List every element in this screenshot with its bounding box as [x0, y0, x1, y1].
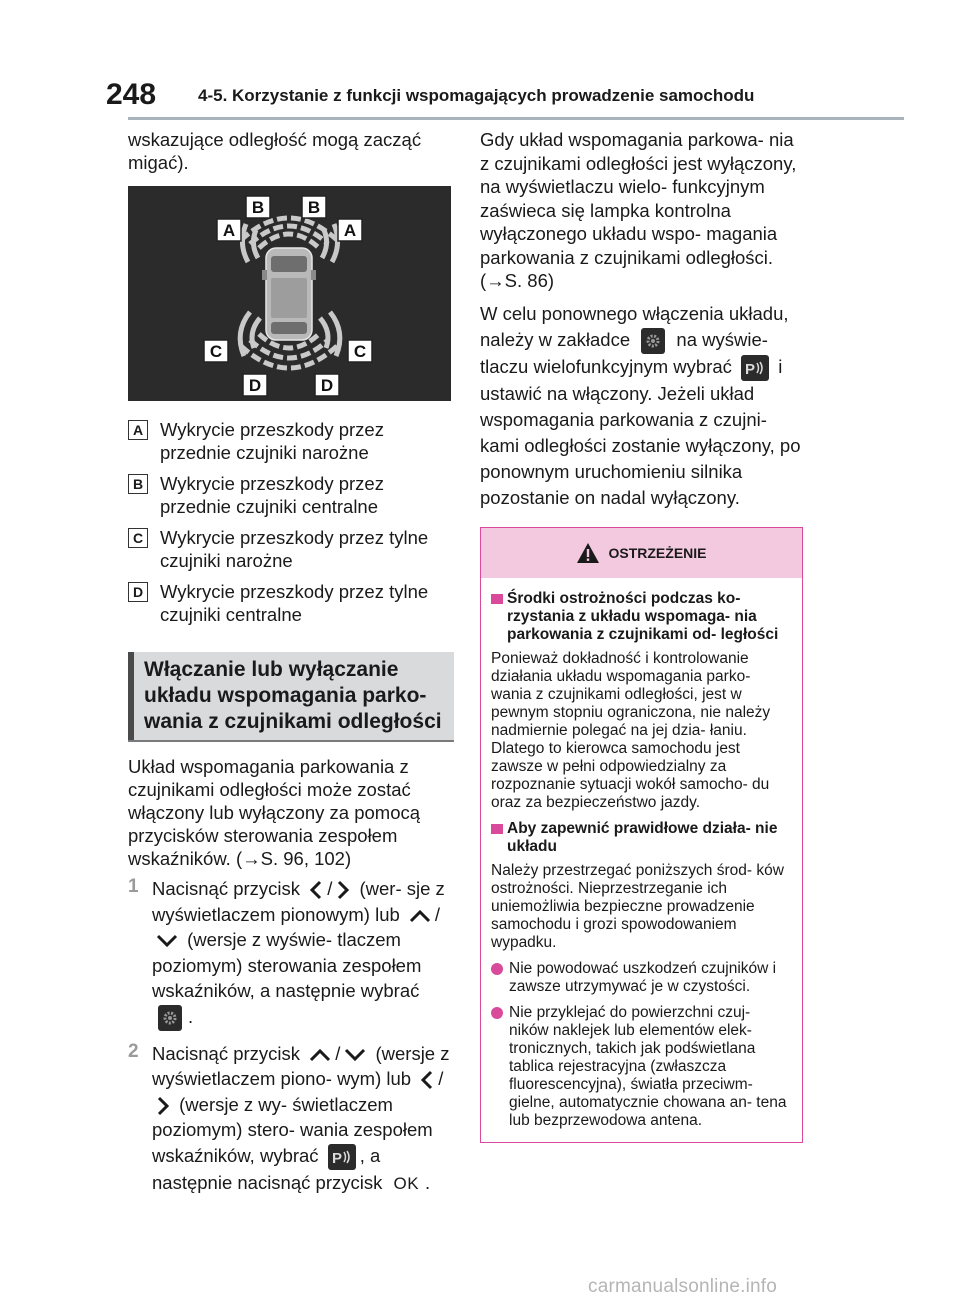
- label-d-left: D: [248, 376, 262, 395]
- right-para-2-part: W celu ponownego włączenia układu, należy w zakładce: [480, 302, 789, 350]
- diagram-legend: [128, 418, 454, 626]
- warning-paragraph: Ponieważ dokładność i kontrolowanie działania układu wspomagania parko- wania z czujnikami odległości, jest w pewnym stopniu ograniczona, nie należy nadmiernie polegać na jej dzia- łaniu. Dlatego to kierowca samochodu jest zawsze w pełni odpowiedzialny za rozpoznanie sytuacji wokół samocho- du oraz za bezpieczeństwo jazdy.: [491, 649, 771, 811]
- warning-subheading: [491, 820, 792, 856]
- legend-badge: A: [128, 420, 148, 440]
- svg-text:P: P: [745, 360, 756, 377]
- warning-subheading-text: Aby zapewnić prawidłowe działa- nie układu: [507, 819, 778, 855]
- circle-bullet-icon: [491, 1007, 503, 1019]
- step-text-part: , a następnie nacisnąć przycisk: [152, 1144, 383, 1193]
- right-para-2: [480, 301, 805, 511]
- chevron-left-icon: [420, 1070, 434, 1090]
- gear-icon: [641, 328, 665, 354]
- left-column: [128, 128, 454, 1196]
- chevron-right-icon: [336, 880, 350, 900]
- gear-icon: [158, 1005, 182, 1031]
- circle-bullet-icon: [491, 963, 503, 975]
- legend-badge: D: [128, 582, 148, 602]
- label-c-right: C: [353, 342, 367, 361]
- warning-bullet-text: Nie przyklejać do powierzchni czuj- ników naklejek lub elementów elek- tronicznych, takich jak podświetlana tablica rejestracyjna (zwłaszcza fluorescencyjna), światła przeciwm- gielne, automatycznie chowana an- tena lub bezprzewodowa antena.: [509, 1003, 787, 1129]
- label-a-right: A: [343, 221, 357, 240]
- step-2: [128, 1041, 454, 1197]
- warning-icon: [576, 542, 600, 564]
- step-text-part: (wer- sje z wyświetlaczem pionowym) lub: [152, 878, 445, 925]
- section-heading-box: [128, 652, 454, 740]
- section-title: Włączanie lub wyłączanie układu wspomagania parko- wania z czujnikami odległości: [144, 658, 442, 733]
- sensor-diagram-svg: [128, 186, 451, 401]
- legend-text: Wykrycie przeszkody przez przednie czujniki narożne: [160, 419, 384, 463]
- label-d-right: D: [320, 376, 334, 395]
- page-number: 248: [106, 78, 157, 111]
- chevron-left-icon: [309, 880, 323, 900]
- square-bullet-icon: [491, 594, 503, 604]
- right-para-2-part: na wyświe- tlaczu wielofunkcyjnym wybrać: [480, 328, 768, 377]
- right-column: [480, 128, 805, 1143]
- step-text-part: Nacisnąć przycisk: [152, 1042, 301, 1064]
- chapter-title: 4-5. Korzystanie z funkcji wspomagających prowadzenie samochodu: [198, 86, 755, 105]
- sensor-diagram: [128, 186, 451, 401]
- step-text-end: .: [425, 1171, 431, 1193]
- step-text-part: (wersje z wy- świetlaczem poziomym) stero- wania zespołem wskaźników, wybrać: [152, 1093, 433, 1166]
- warning-bullet: [491, 960, 792, 996]
- warning-box: [480, 527, 803, 1143]
- section-body: Układ wspomagania parkowania z czujnikami odległości może zostać włączony lub wyłączony za pomocą przycisków sterowania zespołem wskaźników. (→S. 96, 102): [128, 756, 421, 869]
- chevron-up-icon: [309, 1048, 331, 1062]
- parking-sensor-icon: [741, 355, 769, 381]
- step-number: 2: [128, 1040, 139, 1062]
- label-a-left: A: [222, 221, 236, 240]
- slash-text: /: [438, 1068, 444, 1090]
- legend-badge: B: [128, 474, 148, 494]
- step-1: [128, 876, 454, 1031]
- warning-header: [481, 528, 802, 578]
- step-text-end: .: [188, 1005, 194, 1027]
- warning-bullet-text: Nie powodować uszkodzeń czujników i zawsze utrzymywać je w czystości.: [509, 959, 777, 995]
- square-bullet-icon: [491, 824, 503, 834]
- step-text-part: (wersje z wyświetlaczem piono- wym) lub: [152, 1042, 450, 1090]
- header-rule: [128, 117, 904, 120]
- legend-text: Wykrycie przeszkody przez przednie czujniki centralne: [160, 473, 384, 517]
- section-rule: [128, 740, 454, 742]
- watermark: carmanualsonline.info: [588, 1276, 778, 1297]
- label-c-left: C: [209, 342, 223, 361]
- parking-sensor-icon: [328, 1144, 356, 1170]
- warning-subheading-text: Środki ostrożności podczas ko- rzystania z układu wspomaga- nia parkowania z czujnikami od- ległości: [507, 589, 779, 643]
- chevron-down-icon: [156, 934, 178, 948]
- car-icon: [262, 248, 316, 340]
- right-para-1: Gdy układ wspomagania parkowa- nia z czujnikami odległości jest wyłączony, na wyświetlaczu wielo- funkcyjnym zaświeca się lampka kontrolna wyłączonego układu wspo- magania parkowania z czujnikami odległości. (→S. 86): [480, 129, 797, 291]
- legend-item: [128, 418, 454, 464]
- legend-text: Wykrycie przeszkody przez tylne czujniki centralne: [160, 581, 429, 625]
- legend-text: Wykrycie przeszkody przez tylne czujniki narożne: [160, 527, 429, 571]
- svg-text:P: P: [331, 1149, 342, 1166]
- legend-item: [128, 472, 454, 518]
- label-b-left: B: [251, 198, 265, 217]
- chevron-right-icon: [156, 1096, 170, 1116]
- slash-text: /: [327, 878, 333, 899]
- warning-title: OSTRZEŻENIE: [608, 544, 707, 561]
- legend-badge: C: [128, 528, 148, 548]
- label-b-right: B: [307, 198, 321, 217]
- step-number: 1: [128, 876, 139, 897]
- warning-subheading: [491, 590, 792, 644]
- chevron-down-icon: [344, 1048, 366, 1062]
- slash-text: /: [335, 1042, 341, 1064]
- warning-content: [481, 578, 802, 1142]
- right-para-2-part: i ustawić na włączony. Jeżeli układ wspomagania parkowania z czujni- kami odległości zostanie wyłączony, po ponownym uruchomieniu silnika pozostanie on nadal wyłączony.: [480, 355, 801, 508]
- legend-item: [128, 580, 454, 626]
- legend-item: [128, 526, 454, 572]
- step-text-part: (wersje z wyświe- tlaczem poziomym) sterowania zespołem wskaźników, a następnie wybrać: [152, 929, 422, 1001]
- chevron-up-icon: [409, 909, 431, 923]
- step-text: [152, 1041, 454, 1197]
- ok-button-icon: OK: [393, 1173, 420, 1193]
- step-text-part: Nacisnąć przycisk: [152, 878, 301, 899]
- warning-paragraph: Należy przestrzegać poniższych środ- ków ostrożności. Nieprzestrzeganie ich uniemożliwia bezpieczne prowadzenie samochodu i grozi spowodowaniem wypadku.: [491, 861, 784, 951]
- step-text: [152, 876, 454, 1031]
- slash-text: /: [434, 903, 441, 925]
- intro-text: wskazujące odległość mogą zacząć migać).: [128, 129, 422, 173]
- warning-bullet: [491, 1004, 792, 1130]
